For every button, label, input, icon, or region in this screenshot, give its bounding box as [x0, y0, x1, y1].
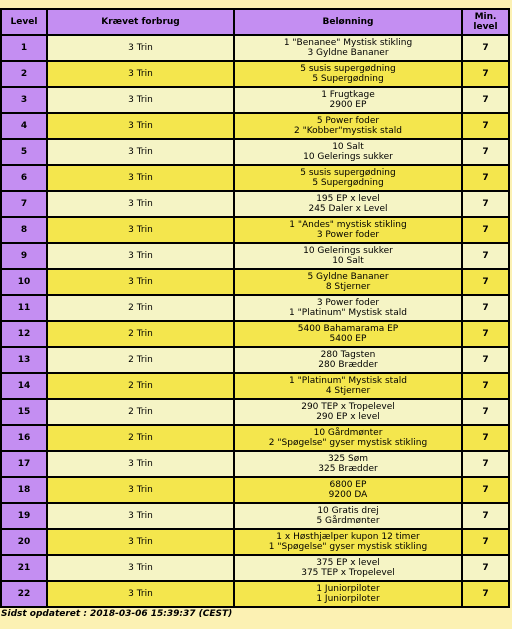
reward-line: 280 Brædder — [318, 360, 378, 370]
table-row — [2, 582, 508, 606]
table-row — [2, 36, 508, 60]
consumption-cell: 3 Trin — [48, 192, 233, 216]
reward-line: 325 Brædder — [318, 464, 378, 474]
level-cell: 9 — [2, 244, 46, 268]
level-cell: 20 — [2, 530, 46, 554]
table-row — [2, 166, 508, 190]
consumption-cell: 3 Trin — [48, 218, 233, 242]
table-row — [2, 270, 508, 294]
min-level-cell: 7 — [463, 582, 508, 606]
reward-line: 1 x Høsthjælper kupon 12 timer — [276, 532, 420, 542]
reward-line: 3 Gyldne Bananer — [307, 48, 389, 58]
level-cell: 16 — [2, 426, 46, 450]
min-level-cell: 7 — [463, 400, 508, 424]
reward-line: 5 Gyldne Bananer — [307, 272, 389, 282]
table-header-row — [2, 10, 508, 34]
reward-line: 9200 DA — [328, 490, 368, 500]
last-updated-text: Sidst opdateret : 2018-03-06 15:39:37 (CEST) — [1, 609, 233, 619]
min-level-cell: 7 — [463, 36, 508, 60]
table-row — [2, 114, 508, 138]
min-level-cell: 7 — [463, 452, 508, 476]
reward-line: 5 Gårdmønter — [316, 516, 380, 526]
reward-cell — [235, 400, 461, 424]
reward-line: 1 "Platinum" Mystisk stald — [289, 376, 407, 386]
reward-line: 1 Frugtkage — [321, 90, 375, 100]
consumption-cell: 2 Trin — [48, 374, 233, 398]
table-row — [2, 88, 508, 112]
reward-line: 2 "Kobber"mystisk stald — [293, 126, 402, 136]
level-rewards-table — [0, 8, 510, 608]
reward-line: 10 Salt — [332, 256, 364, 266]
consumption-cell: 3 Trin — [48, 478, 233, 502]
level-cell: 6 — [2, 166, 46, 190]
reward-cell — [235, 530, 461, 554]
level-cell: 4 — [2, 114, 46, 138]
level-cell: 11 — [2, 296, 46, 320]
level-cell: 17 — [2, 452, 46, 476]
table-row — [2, 530, 508, 554]
level-cell: 18 — [2, 478, 46, 502]
table-row — [2, 62, 508, 86]
reward-line: 5 Supergødning — [312, 178, 384, 188]
reward-line: 5400 Bahamarama EP — [297, 324, 399, 334]
reward-line: 10 Gelerings sukker — [303, 246, 393, 256]
header-reward: Belønning — [235, 10, 461, 34]
table-row — [2, 426, 508, 450]
level-cell: 12 — [2, 322, 46, 346]
table-row — [2, 556, 508, 580]
min-level-cell: 7 — [463, 114, 508, 138]
header-consumption: Krævet forbrug — [48, 10, 233, 34]
reward-cell — [235, 192, 461, 216]
min-level-cell: 7 — [463, 296, 508, 320]
reward-line: 375 TEP x Tropelevel — [301, 568, 395, 578]
table-row — [2, 296, 508, 320]
reward-line: 280 Tagsten — [320, 350, 376, 360]
level-cell: 21 — [2, 556, 46, 580]
level-cell: 5 — [2, 140, 46, 164]
reward-line: 6800 EP — [329, 480, 367, 490]
table-row — [2, 140, 508, 164]
reward-line: 1 Juniorpiloter — [316, 584, 380, 594]
consumption-cell: 2 Trin — [48, 348, 233, 372]
reward-cell — [235, 296, 461, 320]
consumption-cell: 3 Trin — [48, 556, 233, 580]
reward-line: 290 EP x level — [316, 412, 380, 422]
consumption-cell: 3 Trin — [48, 36, 233, 60]
min-level-cell: 7 — [463, 244, 508, 268]
consumption-cell: 3 Trin — [48, 114, 233, 138]
consumption-cell: 3 Trin — [48, 62, 233, 86]
consumption-cell: 3 Trin — [48, 166, 233, 190]
min-level-cell: 7 — [463, 426, 508, 450]
consumption-cell: 2 Trin — [48, 400, 233, 424]
reward-line: 5 susis supergødning — [300, 168, 396, 178]
reward-cell — [235, 244, 461, 268]
table-row — [2, 374, 508, 398]
reward-cell — [235, 36, 461, 60]
table-row — [2, 244, 508, 268]
level-cell: 3 — [2, 88, 46, 112]
header-min-level — [463, 10, 508, 34]
reward-line: 1 "Spøgelse" gyser mystisk stikling — [268, 542, 428, 552]
reward-line: 195 EP x level — [316, 194, 380, 204]
reward-cell — [235, 270, 461, 294]
reward-cell — [235, 322, 461, 346]
reward-cell — [235, 62, 461, 86]
reward-line: 4 Stjerner — [325, 386, 371, 396]
reward-line: 5 susis supergødning — [300, 64, 396, 74]
min-level-cell: 7 — [463, 88, 508, 112]
reward-line: 5400 EP — [329, 334, 367, 344]
min-level-cell: 7 — [463, 530, 508, 554]
consumption-cell: 3 Trin — [48, 88, 233, 112]
consumption-cell: 3 Trin — [48, 504, 233, 528]
table-row — [2, 504, 508, 528]
reward-cell — [235, 504, 461, 528]
reward-line: 1 "Platinum" Mystisk stald — [289, 308, 407, 318]
reward-line: 5 Power foder — [316, 116, 380, 126]
min-level-cell: 7 — [463, 374, 508, 398]
consumption-cell: 2 Trin — [48, 322, 233, 346]
level-cell: 14 — [2, 374, 46, 398]
consumption-cell: 2 Trin — [48, 296, 233, 320]
level-cell: 22 — [2, 582, 46, 606]
table-row — [2, 322, 508, 346]
min-level-cell: 7 — [463, 322, 508, 346]
header-min-level-line2: level — [473, 22, 498, 32]
table-row — [2, 348, 508, 372]
min-level-cell: 7 — [463, 140, 508, 164]
reward-line: 1 "Benanee" Mystisk stikling — [283, 38, 413, 48]
reward-line: 2 "Spøgelse" gyser mystisk stikling — [268, 438, 428, 448]
reward-line: 2900 EP — [329, 100, 367, 110]
level-cell: 15 — [2, 400, 46, 424]
level-cell: 19 — [2, 504, 46, 528]
reward-cell — [235, 88, 461, 112]
header-min-level-line1: Min. — [474, 12, 497, 22]
consumption-cell: 3 Trin — [48, 582, 233, 606]
reward-cell — [235, 140, 461, 164]
reward-line: 1 Juniorpiloter — [316, 594, 380, 604]
table-row — [2, 192, 508, 216]
reward-line: 290 TEP x Tropelevel — [301, 402, 395, 412]
level-cell: 13 — [2, 348, 46, 372]
reward-line: 10 Gelerings sukker — [303, 152, 393, 162]
reward-line: 3 Power foder — [316, 230, 380, 240]
reward-cell — [235, 348, 461, 372]
reward-cell — [235, 478, 461, 502]
table-row — [2, 478, 508, 502]
table-body — [2, 36, 508, 606]
table-row — [2, 400, 508, 424]
min-level-cell: 7 — [463, 270, 508, 294]
consumption-cell: 3 Trin — [48, 530, 233, 554]
level-cell: 10 — [2, 270, 46, 294]
min-level-cell: 7 — [463, 504, 508, 528]
level-cell: 2 — [2, 62, 46, 86]
reward-cell — [235, 452, 461, 476]
header-level: Level — [2, 10, 46, 34]
consumption-cell: 3 Trin — [48, 452, 233, 476]
table-row — [2, 218, 508, 242]
reward-line: 325 Søm — [327, 454, 369, 464]
min-level-cell: 7 — [463, 62, 508, 86]
reward-cell — [235, 582, 461, 606]
level-cell: 8 — [2, 218, 46, 242]
reward-line: 10 Gårdmønter — [313, 428, 383, 438]
reward-line: 3 Power foder — [316, 298, 380, 308]
min-level-cell: 7 — [463, 218, 508, 242]
min-level-cell: 7 — [463, 166, 508, 190]
min-level-cell: 7 — [463, 348, 508, 372]
reward-line: 8 Stjerner — [325, 282, 371, 292]
consumption-cell: 3 Trin — [48, 140, 233, 164]
reward-cell — [235, 556, 461, 580]
reward-line: 1 "Andes" mystisk stikling — [289, 220, 407, 230]
min-level-cell: 7 — [463, 556, 508, 580]
reward-cell — [235, 114, 461, 138]
min-level-cell: 7 — [463, 478, 508, 502]
reward-line: 375 EP x level — [316, 558, 380, 568]
reward-cell — [235, 166, 461, 190]
reward-line: 10 Gratis drej — [317, 506, 379, 516]
reward-line: 5 Supergødning — [312, 74, 384, 84]
consumption-cell: 3 Trin — [48, 270, 233, 294]
reward-cell — [235, 374, 461, 398]
table-row — [2, 452, 508, 476]
reward-cell — [235, 426, 461, 450]
level-cell: 1 — [2, 36, 46, 60]
level-cell: 7 — [2, 192, 46, 216]
reward-line: 10 Salt — [332, 142, 364, 152]
consumption-cell: 2 Trin — [48, 426, 233, 450]
consumption-cell: 3 Trin — [48, 244, 233, 268]
reward-line: 245 Daler x Level — [308, 204, 388, 214]
reward-cell — [235, 218, 461, 242]
min-level-cell: 7 — [463, 192, 508, 216]
